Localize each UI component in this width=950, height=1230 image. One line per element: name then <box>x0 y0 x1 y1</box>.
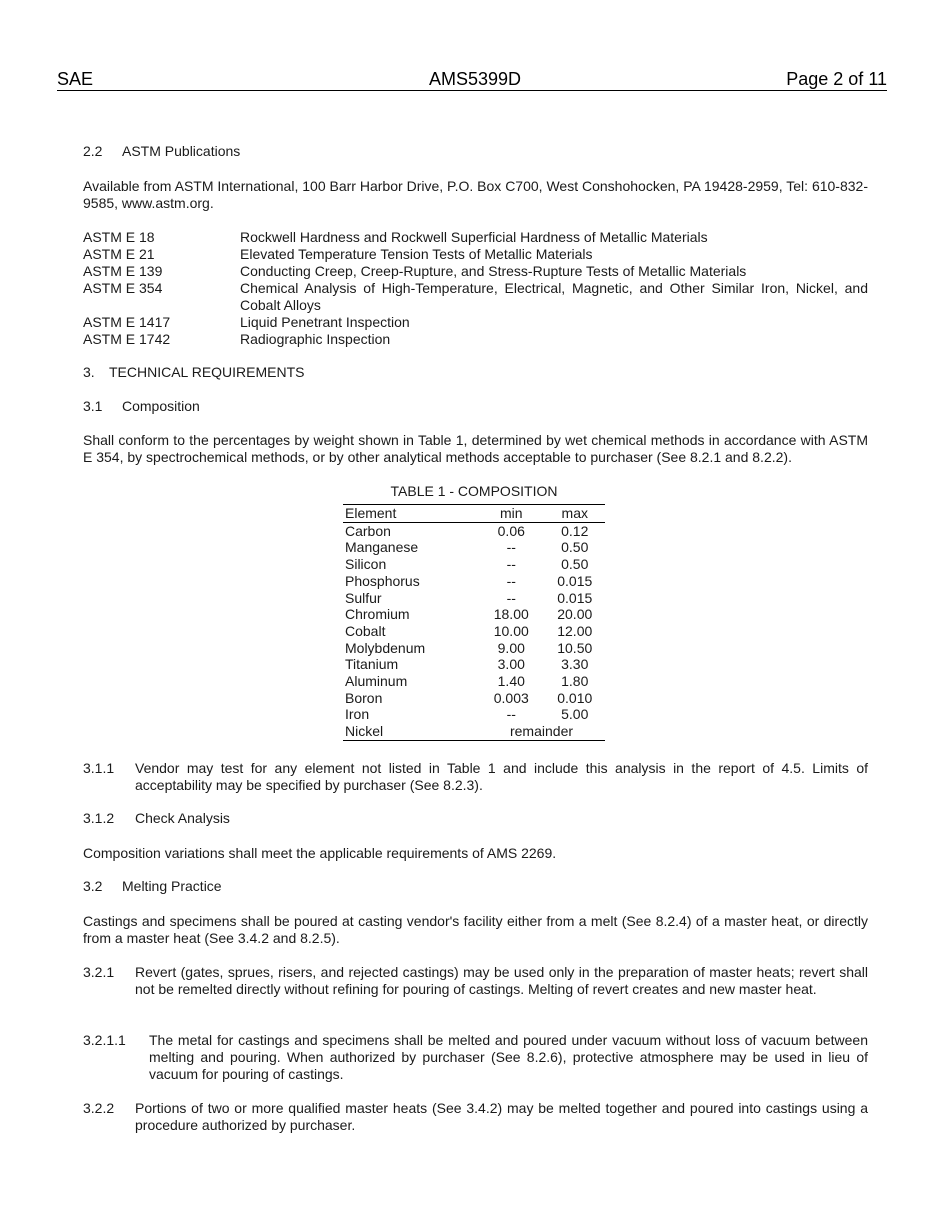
section-title: Composition <box>122 398 200 414</box>
cell-element: Titanium <box>345 656 399 673</box>
section-3-1-heading <box>83 398 868 415</box>
table-row <box>343 590 605 607</box>
cell-element: Nickel <box>343 723 478 740</box>
composition-table-grid <box>343 504 605 741</box>
reference-id: ASTM E 354 <box>83 280 163 296</box>
cell-max: 20.00 <box>557 606 593 623</box>
section-3-heading <box>83 364 868 381</box>
cell-min: 0.003 <box>493 689 529 706</box>
table-row <box>343 706 605 723</box>
cell-element: Sulfur <box>345 589 382 606</box>
cell-max: 0.015 <box>557 572 593 589</box>
header-page-number: Page 2 of 11 <box>786 69 887 89</box>
section-text: Revert (gates, sprues, risers, and rejected castings) may be used only in the preparation of master heats; revert shall not be remelted directly without refining for pouring of castings. Melting of revert creates and new master heat. <box>135 964 868 997</box>
cell-element: Cobalt <box>345 622 386 639</box>
section-number: 3.1.1 <box>83 760 115 776</box>
section-number: 3.2.1 <box>83 964 115 980</box>
reference-description: Chemical Analysis of High-Temperature, Electrical, Magnetic, and Other Similar Iron, Nickel, and Cobalt Alloys <box>240 280 868 313</box>
cell-min: 9.00 <box>497 639 525 656</box>
reference-item <box>83 314 868 331</box>
cell-min: 10.00 <box>493 622 529 639</box>
header-org: SAE <box>57 69 94 89</box>
section-3-1-2-text: Composition variations shall meet the applicable requirements of AMS 2269. <box>83 845 557 861</box>
astm-reference-list <box>83 229 868 348</box>
column-header-element: Element <box>343 505 478 523</box>
section-3-2-heading <box>83 878 868 895</box>
reference-item <box>83 280 868 314</box>
section-number: 2.2 <box>83 143 103 159</box>
table-row <box>343 673 605 690</box>
section-3-2-1 <box>83 964 868 998</box>
cell-element: Chromium <box>345 606 410 623</box>
cell-min: -- <box>506 589 516 606</box>
cell-min: -- <box>506 706 516 723</box>
section-text: The metal for castings and specimens shall be melted and poured under vacuum without loss of vacuum between melting and pouring. When authorized by purchaser (See 8.2.6), protective atmosphere may be used in lieu of vacuum for pouring of castings. <box>149 1032 868 1082</box>
reference-description: Elevated Temperature Tension Tests of Metallic Materials <box>240 246 593 262</box>
section-text: Portions of two or more qualified master heats (See 3.4.2) may be melted together and poured into castings using a procedure authorized by purchaser. <box>135 1100 868 1133</box>
section-3-1-2-heading <box>83 810 868 827</box>
cell-element: Aluminum <box>345 673 408 690</box>
composition-table <box>343 483 605 741</box>
cell-max: 5.00 <box>561 706 589 723</box>
section-title: TECHNICAL REQUIREMENTS <box>109 364 305 380</box>
section-number: 3.2.1.1 <box>83 1032 126 1048</box>
cell-max: 10.50 <box>557 639 593 656</box>
cell-min: 0.06 <box>497 522 525 539</box>
reference-id: ASTM E 18 <box>83 229 155 245</box>
cell-element: Carbon <box>345 522 391 539</box>
section-title: Check Analysis <box>135 810 230 826</box>
cell-element: Manganese <box>345 539 419 556</box>
section-title: ASTM Publications <box>122 143 241 159</box>
section-number: 3.2.2 <box>83 1100 115 1116</box>
cell-max: 0.50 <box>561 556 589 573</box>
cell-min: 3.00 <box>497 656 525 673</box>
cell-max: 12.00 <box>557 622 593 639</box>
reference-id: ASTM E 139 <box>83 263 163 279</box>
section-text: Vendor may test for any element not listed in Table 1 and include this analysis in the report of 4.5. Limits of acceptability may be specified by purchaser (See 8.2.3). <box>135 760 868 793</box>
cell-min: 1.40 <box>497 673 525 690</box>
header-doc-number: AMS5399D <box>429 69 522 89</box>
cell-element: Phosphorus <box>345 572 420 589</box>
reference-id: ASTM E 1417 <box>83 314 171 330</box>
table-row <box>343 656 605 673</box>
section-3-2-text: Castings and specimens shall be poured at casting vendor's facility either from a melt (See 8.2.4) of a master heat, or directly from a master heat (See 3.4.2 and 8.2.5). <box>83 913 868 946</box>
section-2-2-heading <box>83 143 868 160</box>
section-3-1-1 <box>83 760 868 794</box>
table-row <box>343 606 605 623</box>
cell-min: -- <box>506 539 516 556</box>
cell-min: 18.00 <box>493 606 529 623</box>
cell-max: 0.010 <box>557 689 593 706</box>
table-title: TABLE 1 - COMPOSITION <box>390 483 558 499</box>
cell-max: 3.30 <box>561 656 589 673</box>
cell-max: 0.50 <box>561 539 589 556</box>
page-header <box>57 68 887 91</box>
reference-description: Liquid Penetrant Inspection <box>240 314 410 330</box>
table-row <box>343 539 605 556</box>
cell-min: -- <box>506 572 516 589</box>
section-number: 3.1.2 <box>83 810 115 826</box>
table-row <box>343 690 605 707</box>
reference-item <box>83 331 868 348</box>
section-number: 3. <box>83 364 95 380</box>
cell-remainder: remainder <box>478 723 605 740</box>
cell-element: Boron <box>345 689 383 706</box>
table-row <box>343 723 605 740</box>
cell-max: 0.12 <box>561 522 589 539</box>
section-number: 3.2 <box>83 878 103 894</box>
cell-max: 1.80 <box>561 673 589 690</box>
column-header-max: max <box>545 505 605 523</box>
cell-element: Silicon <box>345 556 387 573</box>
section-2-2-text: Available from ASTM International, 100 Barr Harbor Drive, P.O. Box C700, West Conshohocken, PA 19428-2959, Tel: 610-832-9585, www.astm.org. <box>83 178 868 211</box>
section-number: 3.1 <box>83 398 103 414</box>
section-3-2-2 <box>83 1100 868 1134</box>
reference-id: ASTM E 21 <box>83 246 155 262</box>
table-row <box>343 623 605 640</box>
cell-element: Molybdenum <box>345 639 426 656</box>
cell-min: -- <box>506 556 516 573</box>
reference-description: Radiographic Inspection <box>240 331 391 347</box>
section-3-2-1-1 <box>83 1032 868 1083</box>
reference-id: ASTM E 1742 <box>83 331 171 347</box>
reference-description: Conducting Creep, Creep-Rupture, and Stress-Rupture Tests of Metallic Materials <box>240 263 747 279</box>
reference-item <box>83 246 868 263</box>
table-row <box>343 556 605 573</box>
table-row <box>343 640 605 657</box>
reference-item <box>83 263 868 280</box>
reference-item <box>83 229 868 246</box>
section-3-1-text: Shall conform to the percentages by weight shown in Table 1, determined by wet chemical methods in accordance with ASTM E 354, by spectrochemical methods, or by other analytical methods acceptable to purchaser (See 8.2.1 and 8.2.2). <box>83 432 868 465</box>
table-row <box>343 573 605 590</box>
reference-description: Rockwell Hardness and Rockwell Superficial Hardness of Metallic Materials <box>240 229 708 245</box>
cell-max: 0.015 <box>557 589 593 606</box>
table-row <box>343 522 605 539</box>
cell-element: Iron <box>345 706 370 723</box>
table-header-row <box>343 505 605 523</box>
section-title: Melting Practice <box>122 878 222 894</box>
column-header-min: min <box>478 505 545 523</box>
